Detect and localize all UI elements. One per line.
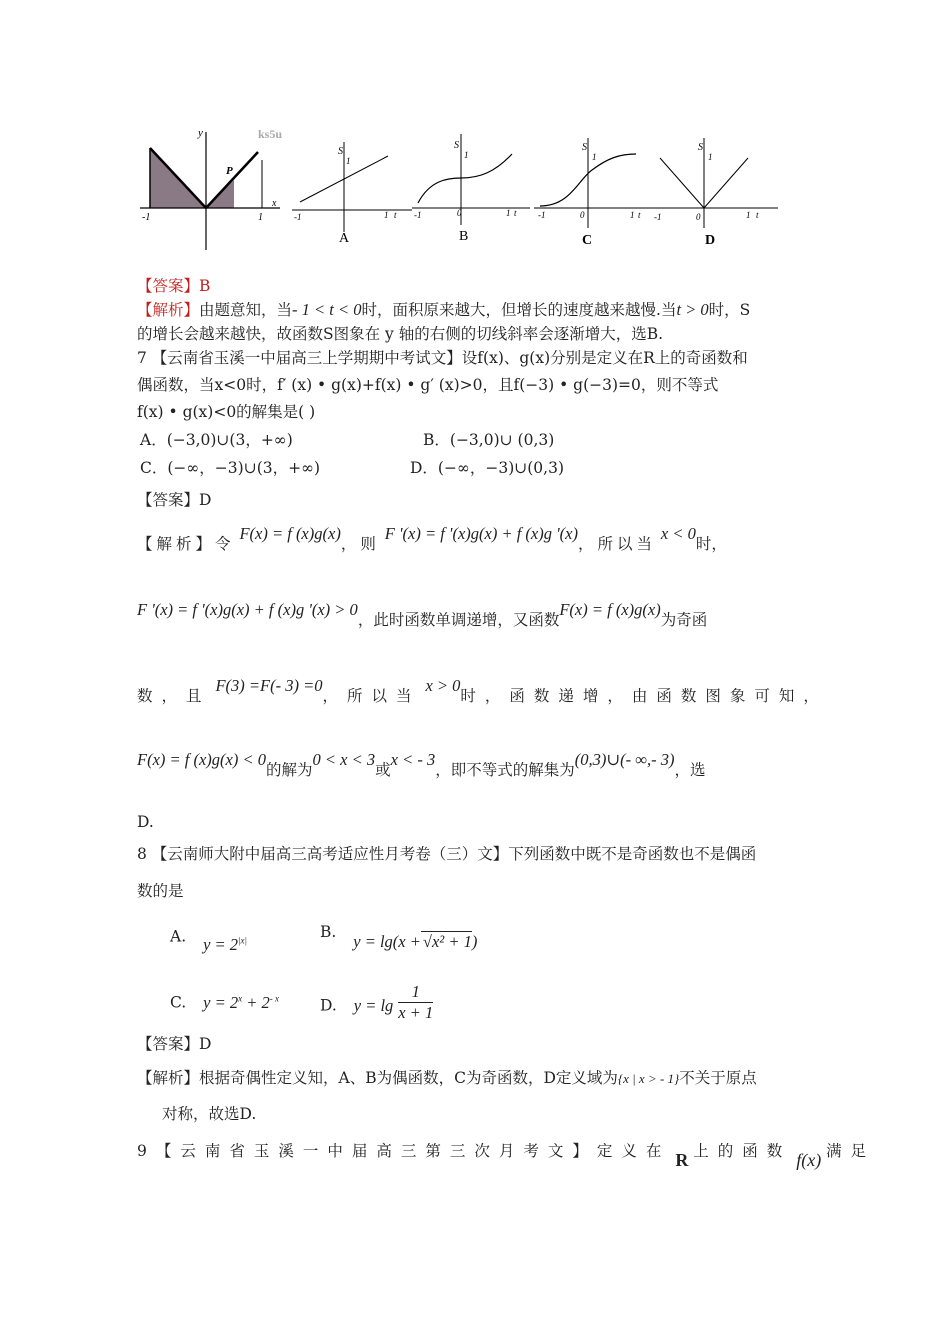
math: x > 0: [425, 676, 461, 695]
math: $y = 2^x + 2^{- x}$: [203, 992, 280, 1012]
math: F '(x) = f '(x)g(x) + f (x)g '(x) > 0: [137, 600, 358, 619]
x-axis-label: x: [272, 198, 277, 209]
point-p-label: P: [226, 165, 233, 177]
math-r: R: [675, 1150, 689, 1170]
answer-value: D: [199, 1035, 212, 1053]
svg-text:1: 1: [346, 156, 351, 166]
text: 或: [375, 761, 391, 779]
answer-tag: 【答案】: [137, 277, 200, 295]
svg-text:t: t: [514, 208, 517, 218]
svg-text:1: 1: [592, 152, 597, 162]
text: 时，面积原来越大，但增长的速度越来越慢.当: [361, 301, 677, 319]
answer-value: D: [199, 491, 212, 509]
text: 不关于原点: [679, 1069, 757, 1087]
q7-option-c: C．(−∞，−3)∪(3，+∞): [140, 459, 321, 477]
svg-text:1: 1: [384, 210, 389, 220]
q8-analysis-line2: 对称，故选D.: [162, 1105, 257, 1123]
q7-solution-line1: [137, 524, 727, 556]
q8-stem-line1: 8 【云南师大附中届高三高考适应性月考卷（三）文】下列函数中既不是奇函数也不是偶函: [137, 845, 757, 863]
text: ，则: [340, 535, 380, 553]
q7-option-a: A．(−3,0)∪(3，+∞): [140, 431, 293, 449]
q7-answer: [137, 488, 211, 512]
q6-answer: [137, 274, 210, 298]
math: y = lg(x + √x² + 1): [353, 932, 478, 951]
svg-text:t: t: [394, 210, 397, 220]
tick-neg-one: -1: [142, 212, 151, 223]
text: 上的函数: [693, 1142, 792, 1160]
svg-text:S: S: [338, 146, 343, 157]
math: F '(x) = f '(x)g(x) + f (x)g '(x): [384, 524, 578, 543]
math: x < 0: [660, 524, 696, 543]
q7-option-b: B．(−3,0)∪ (0,3): [423, 431, 555, 449]
option-label: D.: [320, 996, 337, 1015]
text: 数，且: [137, 687, 211, 705]
option-b-label: B: [459, 229, 469, 244]
math: F(x) = f (x)g(x): [239, 524, 341, 543]
q8-stem-line2: 数的是: [137, 882, 184, 900]
text: 时，函数递增，由函数图象可知，: [460, 687, 828, 705]
svg-text:1: 1: [630, 210, 635, 220]
q9-stem-line1: [137, 1138, 876, 1170]
question-6-figure: [130, 120, 790, 255]
math: $y = 2^{|x|}$: [203, 934, 247, 954]
option-c-label: C: [582, 233, 593, 248]
svg-text:1: 1: [464, 150, 469, 160]
q8-option-b: [320, 920, 478, 951]
text: 【解析】令: [137, 535, 235, 553]
text: ，所以当: [577, 535, 656, 553]
math: (0,3)∪(- ∞,- 3): [574, 750, 675, 769]
watermark: ks5u: [258, 127, 283, 141]
text: ，所以当: [322, 687, 421, 705]
svg-text:S: S: [698, 142, 703, 153]
y-axis-label: y: [198, 127, 203, 139]
q8-option-d: [320, 982, 434, 1027]
option-label: B.: [320, 923, 337, 941]
option-a-label: A: [339, 231, 350, 246]
option-label: A.: [170, 927, 187, 946]
svg-text:1: 1: [506, 208, 511, 218]
math: t > 0: [676, 300, 709, 319]
option-d-label: D: [705, 233, 716, 248]
graph-c: [534, 138, 654, 248]
q7-stem-line2: 偶函数，当x<0时，f′ (x) • g(x)+f(x) • g′ (x)>0，且f(−3) • g(−3)=0，则不等式: [137, 376, 719, 394]
math: F(x) = f (x)g(x) < 0: [137, 750, 266, 769]
svg-text:S: S: [454, 140, 459, 151]
analysis-tag: 【解析】: [137, 301, 200, 319]
q7-solution-line3: [137, 676, 828, 708]
svg-text:-1: -1: [414, 210, 422, 220]
text: 9【云南省玉溪一中届高三第三次月考文】定义在: [137, 1142, 671, 1160]
svg-text:S: S: [582, 142, 587, 153]
text: 时，S: [708, 301, 751, 319]
q6-analysis-line1: [137, 298, 750, 322]
q6-analysis-line2: 的增长会越来越快，故函数S图象在 y 轴的右侧的切线斜率会逐渐增大，选B.: [137, 325, 664, 343]
q7-option-d: D．(−∞，−3)∪(0,3): [410, 459, 565, 477]
svg-text:0: 0: [696, 212, 701, 222]
area-graph: [140, 127, 282, 250]
math: {x | x > - 1}: [617, 1071, 680, 1086]
svg-text:t: t: [756, 210, 759, 220]
tick-one: 1: [258, 212, 263, 223]
graph-a: [292, 142, 412, 246]
q8-analysis-line1: [137, 1066, 757, 1091]
option-label: C.: [170, 993, 187, 1012]
svg-text:1: 1: [746, 210, 751, 220]
q7-solution-line4: [137, 750, 706, 782]
svg-text:1: 1: [708, 152, 713, 162]
svg-text:t: t: [638, 210, 641, 220]
text: 满足: [826, 1142, 876, 1160]
math: F(x) = f (x)g(x): [559, 600, 661, 619]
q8-option-a: [170, 920, 247, 954]
text: ，此时函数单调递增，又函数: [357, 611, 560, 629]
fraction: $\frac{1}{x + 1}$: [398, 982, 434, 1022]
svg-text:-1: -1: [538, 210, 546, 220]
math: x < - 3: [390, 750, 436, 769]
graph-d: [652, 138, 778, 248]
q7-solution-line2: [137, 600, 708, 632]
analysis-tag: 【解析】: [137, 1069, 200, 1087]
math: f(x): [796, 1150, 822, 1170]
svg-text:-1: -1: [294, 212, 302, 222]
q7-stem-line3: f(x) • g(x)<0的解集是( ): [137, 403, 316, 421]
svg-text:-1: -1: [654, 212, 662, 222]
q7-stem-line1: 7 【云南省玉溪一中届高三上学期期中考试文】设f(x)、g(x)分别是定义在R上的奇函数和: [137, 349, 748, 367]
math: F(3) =F(- 3) =0: [215, 676, 323, 695]
svg-text:0: 0: [580, 210, 585, 220]
text: ，即不等式的解集为: [435, 761, 575, 779]
answer-tag: 【答案】: [137, 491, 200, 509]
q8-option-c: [170, 986, 279, 1015]
text: 根据奇偶性定义知，A、B为偶函数，C为奇函数，D定义域为: [199, 1069, 618, 1087]
q7-solution-line5: D.: [137, 813, 154, 831]
math: - 1 < t < 0: [292, 300, 362, 319]
math: 0 < x < 3: [312, 750, 376, 769]
text: ，选: [674, 761, 706, 779]
text: 的解为: [266, 761, 313, 779]
answer-value: B: [199, 277, 211, 295]
answer-tag: 【答案】: [137, 1035, 200, 1053]
math: y = lg: [353, 995, 394, 1015]
graph-b: [412, 134, 530, 244]
text: 为奇函: [660, 611, 708, 629]
text: 由题意知，当: [199, 301, 293, 319]
svg-text:0: 0: [457, 208, 462, 218]
q8-answer: [137, 1032, 211, 1056]
text: 时，: [695, 535, 727, 553]
